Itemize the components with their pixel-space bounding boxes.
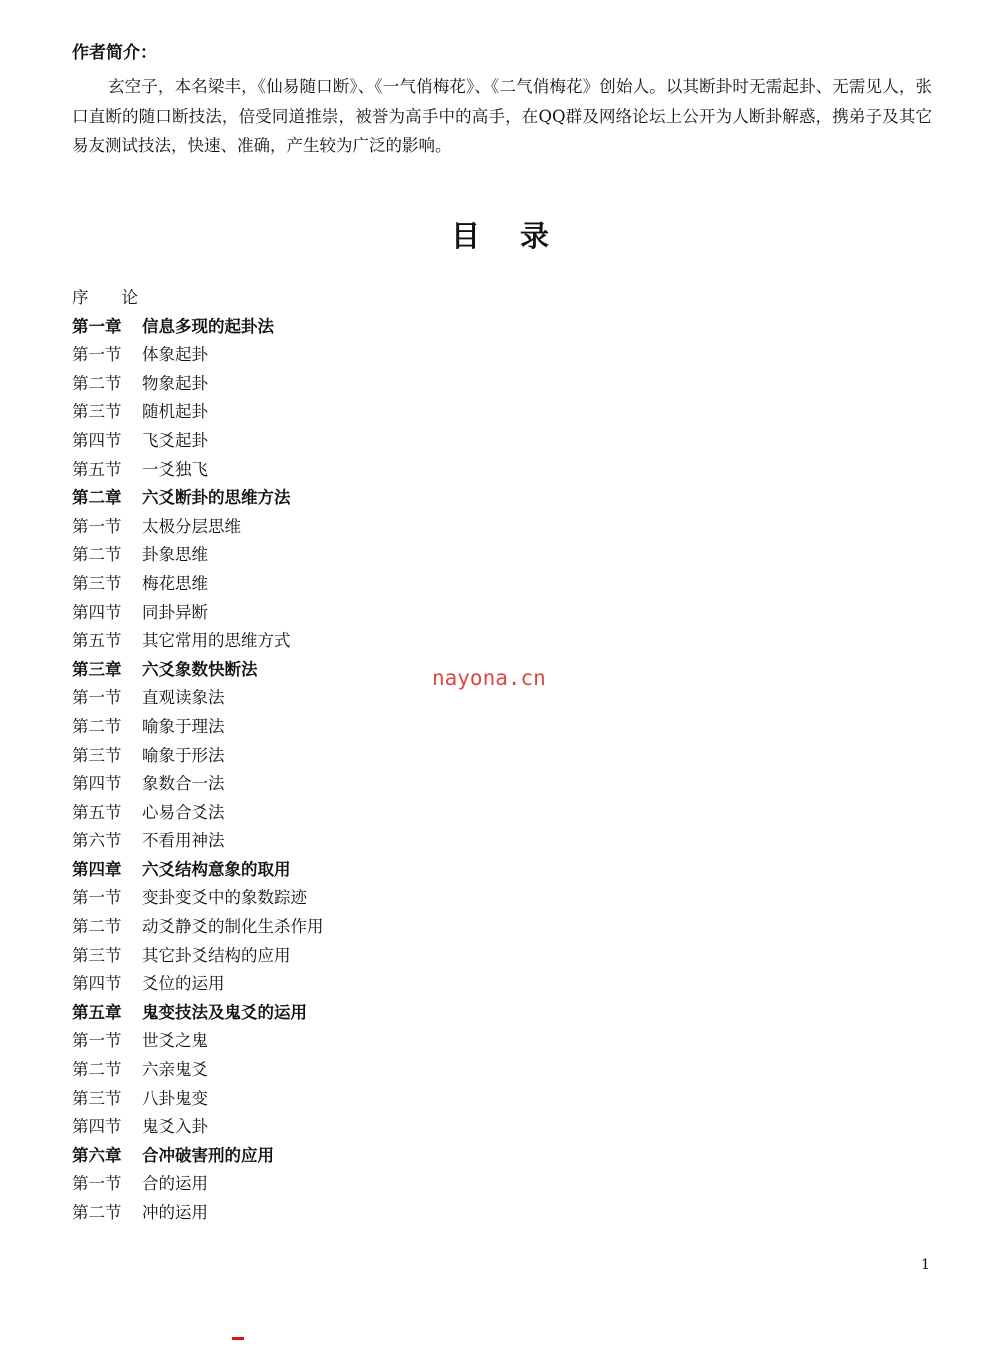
toc-preface (72, 284, 324, 313)
toc-entry-number: 第四节 (72, 430, 122, 450)
toc-entry-label: 八卦鬼变 (142, 1088, 208, 1108)
toc-entry-number: 第四章 (72, 859, 122, 879)
toc-entry-label: 同卦异断 (142, 602, 208, 622)
toc-entry-number: 第二章 (72, 488, 122, 508)
toc-entry-number: 第四节 (72, 774, 122, 794)
toc-entry-label: 飞爻起卦 (142, 430, 208, 450)
toc-entry-number: 第三节 (72, 945, 122, 965)
toc-entry-label: 合冲破害刑的应用 (142, 1145, 274, 1165)
toc-entry-number: 第二节 (72, 1060, 122, 1080)
toc-entry-label: 物象起卦 (142, 373, 208, 393)
toc-entry-label: 体象起卦 (142, 345, 208, 365)
toc-section (72, 1170, 324, 1199)
author-bio: 玄空子，本名梁丰，《仙易随口断》、《一气俏梅花》、《二气俏梅花》创始人。以其断卦时无需起卦、无需见人，张口直断的随口断技法，倍受同道推崇，被誉为高手中的高手，在QQ群及网络论坛上公开为人断卦解惑，携弟子及其它易友测试技法，快速、准确，产生较为广泛的影响。 (72, 77, 932, 155)
toc-entry-label: 世爻之鬼 (142, 1031, 208, 1051)
toc-section (72, 684, 324, 713)
toc-entry-label: 不看用神法 (142, 831, 225, 851)
toc-section (72, 713, 324, 742)
toc-section (72, 341, 324, 370)
toc-section (72, 799, 324, 828)
toc-section (72, 398, 324, 427)
toc-entry-number: 第六章 (72, 1145, 122, 1165)
toc-section (72, 770, 324, 799)
toc-entry-label: 鬼爻入卦 (142, 1117, 208, 1137)
toc-entry-label: 六爻象数快断法 (142, 659, 258, 679)
toc-section (72, 456, 324, 485)
toc-entry-label: 喻象于理法 (142, 716, 225, 736)
toc-entry-number: 第一节 (72, 888, 122, 908)
toc-entry-number: 第五节 (72, 459, 122, 479)
toc-title: 目录 (450, 219, 589, 253)
watermark: nayona.cn (432, 666, 546, 690)
toc-section (72, 513, 324, 542)
toc-section (72, 1056, 324, 1085)
toc-entry-label: 动爻静爻的制化生杀作用 (142, 917, 324, 937)
toc-entry-number: 第二节 (72, 1203, 122, 1222)
red-mark (232, 1337, 244, 1340)
toc-entry-label: 喻象于形法 (142, 745, 225, 765)
toc-entry-label: 其它卦爻结构的应用 (142, 945, 291, 965)
toc-entry-number: 第三节 (72, 745, 122, 765)
toc-entry-label: 爻位的运用 (142, 974, 225, 994)
toc-chapter (72, 484, 324, 513)
toc-entry-label: 其它常用的思维方式 (142, 631, 291, 651)
toc-section (72, 627, 324, 656)
toc-entry-label: 冲的运用 (142, 1203, 208, 1222)
toc-chapter (72, 656, 324, 685)
toc-section (72, 1027, 324, 1056)
toc-entry-number: 第一节 (72, 688, 122, 708)
toc-section (72, 1199, 324, 1228)
toc-entry-label: 六爻断卦的思维方法 (142, 488, 291, 508)
toc-entry-label: 合的运用 (142, 1174, 208, 1194)
toc-entry-number: 第一节 (72, 1031, 122, 1051)
toc-entry-number: 第四节 (72, 974, 122, 994)
toc-entry-number: 第二节 (72, 917, 122, 937)
toc-section (72, 827, 324, 856)
toc-entry-number: 第一章 (72, 316, 122, 336)
toc-entry-label: 太极分层思维 (142, 516, 241, 536)
toc-entry-number: 第三节 (72, 402, 122, 422)
toc-entry-number: 第六节 (72, 831, 122, 851)
toc-section (72, 942, 324, 971)
toc-section (72, 1113, 324, 1142)
toc-entry-label: 心易合爻法 (142, 802, 225, 822)
toc-entry-number: 第三节 (72, 1088, 122, 1108)
toc-entry-label: 梅花思维 (142, 573, 208, 593)
toc-section (72, 541, 324, 570)
toc-chapter (72, 1142, 324, 1171)
toc-chapter (72, 999, 324, 1028)
toc-entry-number: 第一节 (72, 1174, 122, 1194)
toc-entry-label: 鬼变技法及鬼爻的运用 (142, 1002, 307, 1022)
toc-entry-number: 第一节 (72, 516, 122, 536)
toc-entry-label: 信息多现的起卦法 (142, 316, 274, 336)
toc-entry-number: 序 论 (72, 288, 138, 307)
toc-entry-label: 六爻结构意象的取用 (142, 859, 291, 879)
toc-entry-label: 六亲鬼爻 (142, 1060, 208, 1080)
toc-entry-label: 直观读象法 (142, 688, 225, 708)
toc-section (72, 570, 324, 599)
toc-section (72, 970, 324, 999)
toc-entry-number: 第四节 (72, 602, 122, 622)
toc-section (72, 599, 324, 628)
toc-chapter (72, 856, 324, 885)
toc-entry-number: 第二节 (72, 373, 122, 393)
toc-entry-label: 一爻独飞 (142, 459, 208, 479)
toc-entry-number: 第二节 (72, 545, 122, 565)
table-of-contents (72, 284, 324, 1228)
toc-entry-number: 第五节 (72, 631, 122, 651)
toc-entry-label: 随机起卦 (142, 402, 208, 422)
toc-entry-number: 第五章 (72, 1002, 122, 1022)
toc-section (72, 427, 324, 456)
toc-section (72, 913, 324, 942)
toc-entry-number: 第三节 (72, 573, 122, 593)
toc-entry-number: 第四节 (72, 1117, 122, 1137)
toc-entry-label: 变卦变爻中的象数踪迹 (142, 888, 307, 908)
toc-section (72, 742, 324, 771)
toc-entry-number: 第三章 (72, 659, 122, 679)
toc-section (72, 1085, 324, 1114)
toc-entry-number: 第一节 (72, 345, 122, 365)
toc-entry-number: 第二节 (72, 716, 122, 736)
toc-entry-label: 卦象思维 (142, 545, 208, 565)
toc-entry-label: 象数合一法 (142, 774, 225, 794)
toc-chapter (72, 313, 324, 342)
author-heading: 作者简介： (72, 43, 157, 63)
toc-section (72, 370, 324, 399)
toc-entry-number: 第五节 (72, 802, 122, 822)
page-number: 1 (921, 1257, 930, 1273)
toc-section (72, 884, 324, 913)
